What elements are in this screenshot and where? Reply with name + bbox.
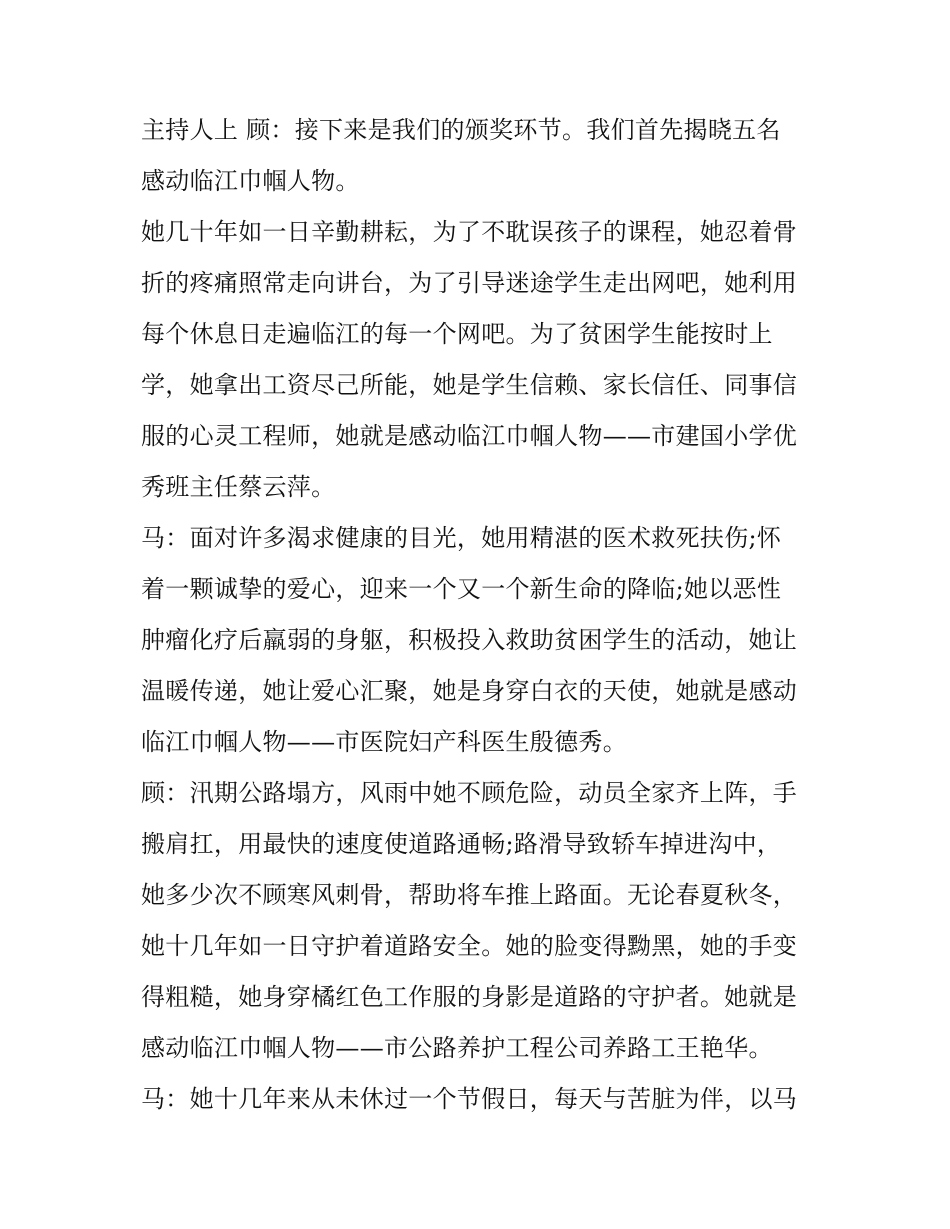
text-line: 顾：汛期公路塌方，风雨中她不顾危险，动员全家齐上阵，手 xyxy=(141,779,798,807)
text-line: 服的心灵工程师，她就是感动临江巾帼人物——市建国小学优 xyxy=(141,422,798,450)
text-line: 马：面对许多渴求健康的目光，她用精湛的医术救死扶伤;怀 xyxy=(141,524,782,552)
text-line: 她几十年如一日辛勤耕耘，为了不耽误孩子的课程，她忍着骨 xyxy=(141,218,798,246)
text-line: 她十几年如一日守护着道路安全。她的脸变得黝黑，她的手变 xyxy=(141,932,798,960)
text-line: 感动临江巾帼人物——市公路养护工程公司养路工王艳华。 xyxy=(141,1034,773,1062)
text-line: 每个休息日走遍临江的每一个网吧。为了贫困学生能按时上 xyxy=(141,320,773,348)
text-line: 温暖传递，她让爱心汇聚，她是身穿白衣的天使，她就是感动 xyxy=(141,677,798,705)
text-line: 学，她拿出工资尽己所能，她是学生信赖、家长信任、同事信 xyxy=(141,371,798,399)
text-line: 着一颗诚挚的爱心，迎来一个又一个新生命的降临;她以恶性 xyxy=(141,575,782,603)
document-body xyxy=(141,105,821,1125)
text-line: 得粗糙，她身穿橘红色工作服的身影是道路的守护者。她就是 xyxy=(141,983,798,1011)
text-line: 肿瘤化疗后羸弱的身躯，积极投入救助贫困学生的活动，她让 xyxy=(141,626,798,654)
text-line: 主持人上 顾：接下来是我们的颁奖环节。我们首先揭晓五名 xyxy=(141,116,781,144)
text-line: 秀班主任蔡云萍。 xyxy=(141,473,336,501)
text-line: 感动临江巾帼人物。 xyxy=(141,167,360,195)
text-line: 马：她十几年来从未休过一个节假日，每天与苦脏为伴，以马 xyxy=(141,1085,798,1113)
text-line: 搬肩扛，用最快的速度使道路通畅;路滑导致轿车掉进沟中， xyxy=(141,830,782,858)
text-line: 临江巾帼人物——市医院妇产科医生殷德秀。 xyxy=(141,728,627,756)
text-line: 折的疼痛照常走向讲台，为了引导迷途学生走出网吧，她利用 xyxy=(141,269,798,297)
text-line: 她多少次不顾寒风刺骨，帮助将车推上路面。无论春夏秋冬， xyxy=(141,881,798,909)
